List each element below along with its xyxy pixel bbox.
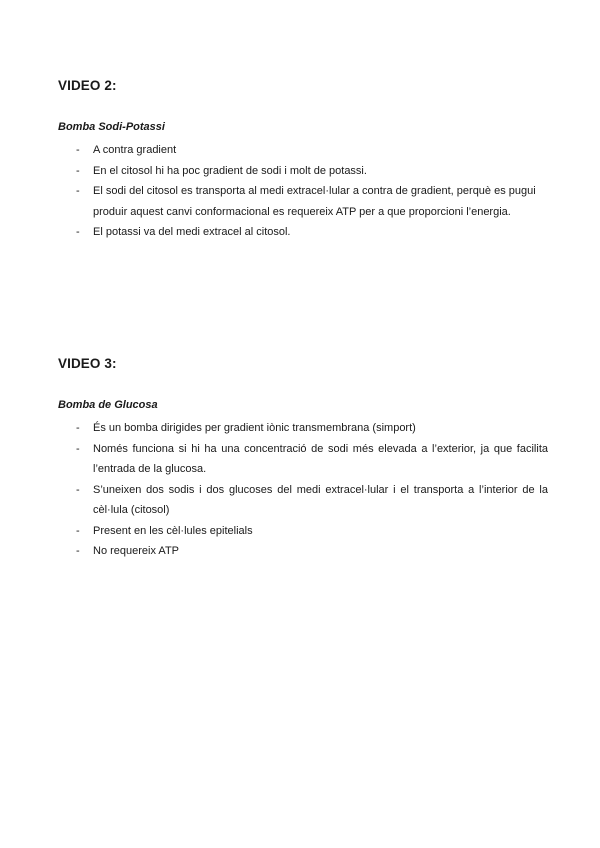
bullet-dash: - bbox=[76, 144, 80, 156]
list-item-text: Present en les cèl·lules epitelials bbox=[93, 524, 253, 537]
list-item bbox=[58, 140, 548, 161]
list-item bbox=[58, 521, 548, 542]
list-item bbox=[58, 161, 548, 182]
list-item-text: Només funciona si hi ha una concentració de sodi més elevada a l’exterior, ja que facilita l’entrada de la glucosa. bbox=[93, 442, 548, 475]
list-item-text: El sodi del citosol es transporta al medi extracel·lular a contra de gradient, perquè es pugui produir aquest canvi conformacional es requereix ATP per a que proporcioni l’energia. bbox=[93, 185, 536, 218]
section-heading: VIDEO 2: bbox=[58, 78, 117, 93]
list-item-text: El potassi va del medi extracel al citosol. bbox=[93, 226, 291, 238]
bullet-dash: - bbox=[76, 483, 80, 496]
bullet-dash: - bbox=[76, 164, 80, 177]
list-item bbox=[58, 541, 548, 562]
subheading-bomba-de-glucosa: Bomba de Glucosa bbox=[58, 399, 158, 411]
list-item bbox=[58, 222, 548, 243]
bullet-dash: - bbox=[76, 226, 80, 238]
bullet-dash: - bbox=[76, 185, 80, 197]
list-item bbox=[58, 181, 548, 222]
section-heading: VIDEO 3: bbox=[58, 356, 117, 371]
list-item bbox=[58, 418, 548, 439]
list-item-text: En el citosol hi ha poc gradient de sodi i molt de potassi. bbox=[93, 164, 367, 177]
list-item-text: A contra gradient bbox=[93, 144, 177, 156]
bullet-dash: - bbox=[76, 422, 80, 434]
list-item bbox=[58, 439, 548, 480]
subheading-bomba-sodi-potassi: Bomba Sodi-Potassi bbox=[58, 121, 165, 133]
bullet-dash: - bbox=[76, 545, 80, 557]
bullet-list bbox=[58, 418, 548, 562]
list-item-text: És un bomba dirigides per gradient iònic transmembrana (simport) bbox=[93, 422, 416, 434]
section-video-3 bbox=[58, 355, 548, 562]
list-item bbox=[58, 480, 548, 521]
bullet-dash: - bbox=[76, 442, 80, 455]
section-video-2 bbox=[58, 77, 548, 243]
list-item-text: No requereix ATP bbox=[93, 545, 180, 557]
bullet-list bbox=[58, 140, 548, 243]
list-item-text: S’uneixen dos sodis i dos glucoses del medi extracel·lular i el transporta a l’interior de la cèl·lula (citosol) bbox=[93, 483, 548, 516]
bullet-dash: - bbox=[76, 524, 80, 537]
